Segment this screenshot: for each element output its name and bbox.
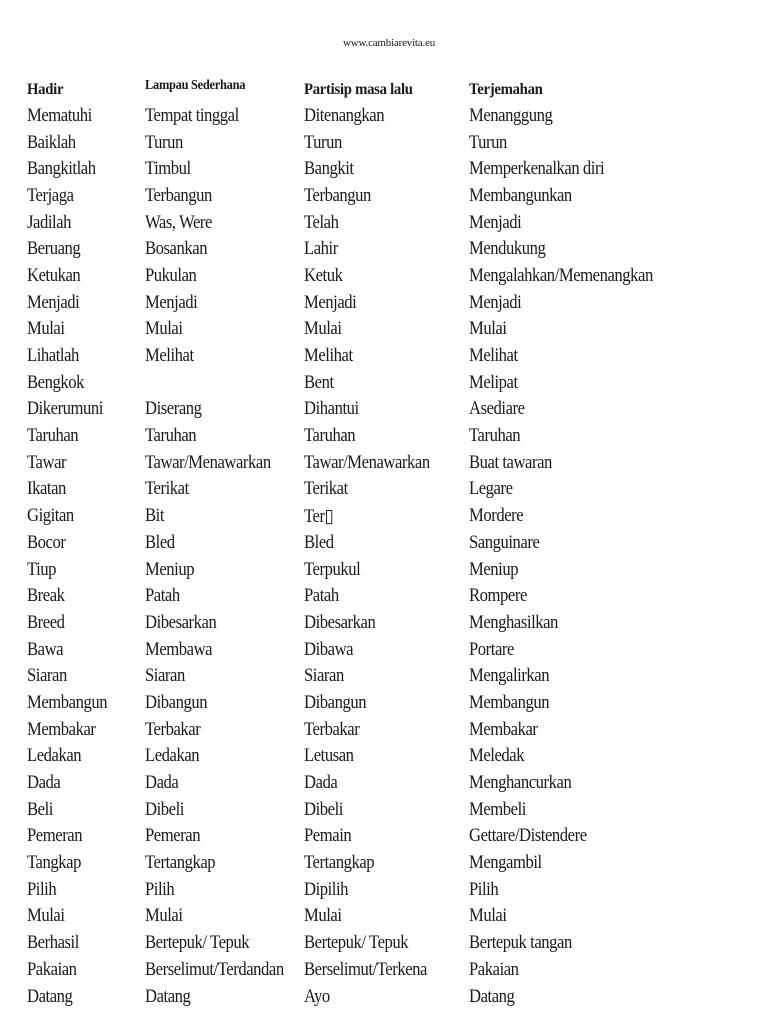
- cell-past-participle: Dipilih: [303, 879, 348, 900]
- table-row: [27, 610, 768, 637]
- cell-simple-past: Dibesarkan: [144, 612, 216, 633]
- cell-translation: Taruhan: [469, 426, 521, 447]
- table-row: [27, 637, 768, 664]
- cell-past-participle: Mulai: [303, 906, 342, 927]
- cell-past-participle: Terbakar: [303, 719, 359, 740]
- column-header-simple-past: Lampau Sederhana: [144, 77, 245, 92]
- cell-translation: Mulai: [469, 906, 507, 927]
- cell-present: Dada: [27, 773, 61, 794]
- cell-translation: Sanguinare: [469, 532, 540, 553]
- cell-simple-past: [145, 370, 304, 397]
- cell-present: Mematuhi: [27, 105, 92, 126]
- cell-translation: Asediare: [469, 399, 525, 420]
- cell-past-participle: Tawar/Menawarkan: [303, 452, 430, 473]
- cell-present: Lihatlah: [27, 346, 79, 367]
- cell-past-participle: Terpukul: [303, 559, 360, 580]
- cell-present: Ledakan: [27, 746, 82, 767]
- cell-past-participle: Terikat: [303, 479, 348, 500]
- cell-present: Taruhan: [27, 426, 79, 447]
- cell-present: Berhasil: [27, 933, 79, 954]
- cell-simple-past: Siaran: [144, 666, 185, 687]
- table-row: [27, 210, 768, 237]
- table-row: [27, 717, 768, 744]
- table-row: [27, 850, 768, 877]
- cell-simple-past: Terbakar: [144, 719, 200, 740]
- cell-simple-past: Berselimut/Terdandan: [144, 959, 284, 980]
- table-row: [27, 984, 768, 1011]
- cell-simple-past: Timbul: [144, 159, 191, 180]
- cell-simple-past: Bertepuk/ Tepuk: [144, 933, 249, 954]
- cell-past-participle: Dihantui: [303, 399, 359, 420]
- table-row: [27, 183, 768, 210]
- cell-past-participle: Terbangun: [303, 185, 371, 206]
- cell-past-participle: Lahir: [303, 239, 338, 260]
- cell-simple-past: Terbangun: [144, 185, 212, 206]
- cell-simple-past: Mulai: [144, 906, 183, 927]
- cell-present: Siaran: [27, 666, 67, 687]
- cell-simple-past: Turun: [144, 132, 183, 153]
- cell-past-participle: Bertepuk/ Tepuk: [303, 933, 408, 954]
- cell-translation: Legare: [469, 479, 513, 500]
- table-row: [27, 663, 768, 690]
- cell-present: Beruang: [27, 239, 81, 260]
- cell-present: Tangkap: [27, 853, 81, 874]
- cell-past-participle: Telah: [303, 212, 339, 233]
- cell-present: Terjaga: [27, 185, 74, 206]
- cell-simple-past: Terikat: [144, 479, 189, 500]
- table-row: [27, 477, 768, 504]
- table-row: [27, 690, 768, 717]
- cell-past-participle: Melihat: [303, 346, 353, 367]
- cell-present: Baiklah: [27, 132, 76, 153]
- cell-translation: Mulai: [469, 319, 507, 340]
- cell-present: Mulai: [27, 319, 65, 340]
- table-row: [27, 957, 768, 984]
- cell-past-participle: Tertangkap: [303, 853, 374, 874]
- cell-translation: Portare: [469, 639, 515, 660]
- table-row: [27, 904, 768, 931]
- cell-present: Tawar: [27, 452, 67, 473]
- column-header-translation: Terjemahan: [469, 80, 543, 98]
- table-row: [27, 797, 768, 824]
- cell-translation: Membangun: [469, 692, 550, 713]
- cell-simple-past: Datang: [144, 986, 191, 1007]
- cell-translation: Mengambil: [469, 853, 542, 874]
- cell-simple-past: Bit: [144, 506, 164, 527]
- table-row: [27, 583, 768, 610]
- cell-translation: Mendukung: [469, 239, 546, 260]
- cell-past-participle: Dada: [303, 773, 337, 794]
- cell-present: Membakar: [27, 719, 96, 740]
- cell-present: Menjadi: [27, 292, 80, 313]
- table-header-row: [27, 76, 768, 103]
- cell-translation: Menjadi: [469, 212, 522, 233]
- cell-translation: Menghasilkan: [469, 612, 559, 633]
- table-row: [27, 423, 768, 450]
- cell-past-participle: Pemain: [303, 826, 351, 847]
- table-row: [27, 450, 768, 477]
- cell-simple-past: Meniup: [144, 559, 194, 580]
- cell-translation: Datang: [469, 986, 515, 1007]
- table-row: [27, 130, 768, 157]
- cell-present: Mulai: [27, 906, 65, 927]
- cell-past-participle: Ketuk: [303, 265, 342, 286]
- cell-translation: Menanggung: [469, 105, 553, 126]
- cell-present: Bocor: [27, 532, 66, 553]
- cell-translation: Turun: [469, 132, 508, 153]
- cell-present: Tiup: [27, 559, 57, 580]
- cell-simple-past: Mulai: [144, 319, 183, 340]
- table-row: [27, 236, 768, 263]
- cell-simple-past: Dibeli: [144, 799, 184, 820]
- table-row: [27, 290, 768, 317]
- cell-translation: Mordere: [469, 506, 524, 527]
- cell-past-participle: Ditenangkan: [303, 105, 384, 126]
- table-row: [27, 877, 768, 904]
- cell-translation: Meniup: [469, 559, 519, 580]
- cell-simple-past: Was, Were: [144, 212, 212, 233]
- table-row: [27, 503, 768, 530]
- cell-simple-past: Menjadi: [144, 292, 197, 313]
- column-header-past-participle: Partisip masa lalu: [303, 80, 413, 98]
- table-row: [27, 263, 768, 290]
- cell-present: Pakaian: [27, 959, 77, 980]
- cell-translation: Memperkenalkan diri: [469, 159, 605, 180]
- cell-present: Ikatan: [27, 479, 66, 500]
- cell-past-participle: Dibesarkan: [303, 612, 375, 633]
- cell-translation: Melihat: [469, 346, 518, 367]
- cell-present: Bengkok: [27, 372, 84, 393]
- table-row: [27, 744, 768, 771]
- cell-translation: Mengalirkan: [469, 666, 550, 687]
- cell-present: Jadilah: [27, 212, 72, 233]
- cell-translation: Mengalahkan/Memenangkan: [469, 265, 654, 286]
- cell-present: Gigitan: [27, 506, 74, 527]
- cell-simple-past: Tempat tinggal: [144, 105, 239, 126]
- cell-present: Bangkitlah: [27, 159, 96, 180]
- cell-simple-past: Pilih: [144, 879, 174, 900]
- cell-translation: Menjadi: [469, 292, 522, 313]
- cell-translation: Melipat: [469, 372, 518, 393]
- cell-translation: Gettare/Distendere: [469, 826, 587, 847]
- column-header-present: Hadir: [27, 80, 64, 98]
- cell-translation: Buat tawaran: [469, 452, 553, 473]
- cell-simple-past: Patah: [144, 586, 180, 607]
- table-body: [27, 103, 768, 1010]
- table-row: [27, 397, 768, 424]
- cell-past-participle: Dibangun: [303, 692, 366, 713]
- cell-past-participle: Ter▯: [303, 506, 333, 527]
- cell-present: Membangun: [27, 692, 108, 713]
- table-row: [27, 370, 768, 397]
- cell-past-participle: Patah: [303, 586, 339, 607]
- cell-translation: Membeli: [469, 799, 527, 820]
- cell-past-participle: Bangkit: [303, 159, 354, 180]
- cell-present: Dikerumuni: [27, 399, 103, 420]
- cell-present: Bawa: [27, 639, 64, 660]
- cell-past-participle: Dibawa: [303, 639, 353, 660]
- table-row: [27, 824, 768, 851]
- cell-present: Datang: [27, 986, 73, 1007]
- cell-translation: Rompere: [469, 586, 528, 607]
- cell-simple-past: Melihat: [144, 346, 194, 367]
- table-row: [27, 530, 768, 557]
- table-row: [27, 156, 768, 183]
- cell-translation: Bertepuk tangan: [469, 933, 573, 954]
- cell-translation: Pakaian: [469, 959, 519, 980]
- cell-past-participle: Bent: [303, 372, 334, 393]
- cell-simple-past: Dada: [144, 773, 178, 794]
- cell-translation: Membakar: [469, 719, 538, 740]
- site-url: www.cambiarevita.eu: [343, 37, 435, 49]
- cell-simple-past: Taruhan: [144, 426, 196, 447]
- verb-table: [27, 76, 768, 1010]
- cell-simple-past: Bled: [144, 532, 175, 553]
- cell-past-participle: Taruhan: [303, 426, 355, 447]
- table-row: [27, 317, 768, 344]
- cell-simple-past: Tertangkap: [144, 853, 215, 874]
- cell-past-participle: Dibeli: [303, 799, 343, 820]
- cell-present: Pilih: [27, 879, 57, 900]
- cell-present: Breed: [27, 612, 65, 633]
- cell-simple-past: Membawa: [144, 639, 212, 660]
- table-row: [27, 343, 768, 370]
- cell-past-participle: Mulai: [303, 319, 342, 340]
- cell-simple-past: Pemeran: [144, 826, 200, 847]
- table-row: [27, 103, 768, 130]
- cell-past-participle: Ayo: [303, 986, 330, 1007]
- cell-simple-past: Tawar/Menawarkan: [144, 452, 271, 473]
- cell-present: Break: [27, 586, 65, 607]
- cell-present: Ketukan: [27, 265, 81, 286]
- table-row: [27, 770, 768, 797]
- cell-past-participle: Menjadi: [303, 292, 356, 313]
- cell-simple-past: Pukulan: [144, 265, 197, 286]
- cell-past-participle: Letusan: [303, 746, 354, 767]
- cell-past-participle: Turun: [303, 132, 342, 153]
- cell-simple-past: Ledakan: [144, 746, 199, 767]
- table-row: [27, 930, 768, 957]
- cell-past-participle: Siaran: [303, 666, 344, 687]
- cell-past-participle: Berselimut/Terkena: [303, 959, 427, 980]
- cell-past-participle: Bled: [303, 532, 334, 553]
- cell-translation: Menghancurkan: [469, 773, 572, 794]
- cell-translation: Meledak: [469, 746, 525, 767]
- cell-present: Beli: [27, 799, 53, 820]
- cell-present: Pemeran: [27, 826, 83, 847]
- table-row: [27, 557, 768, 584]
- cell-translation: Pilih: [469, 879, 499, 900]
- cell-simple-past: Bosankan: [144, 239, 207, 260]
- cell-simple-past: Diserang: [144, 399, 202, 420]
- cell-simple-past: Dibangun: [144, 692, 207, 713]
- cell-translation: Membangunkan: [469, 185, 573, 206]
